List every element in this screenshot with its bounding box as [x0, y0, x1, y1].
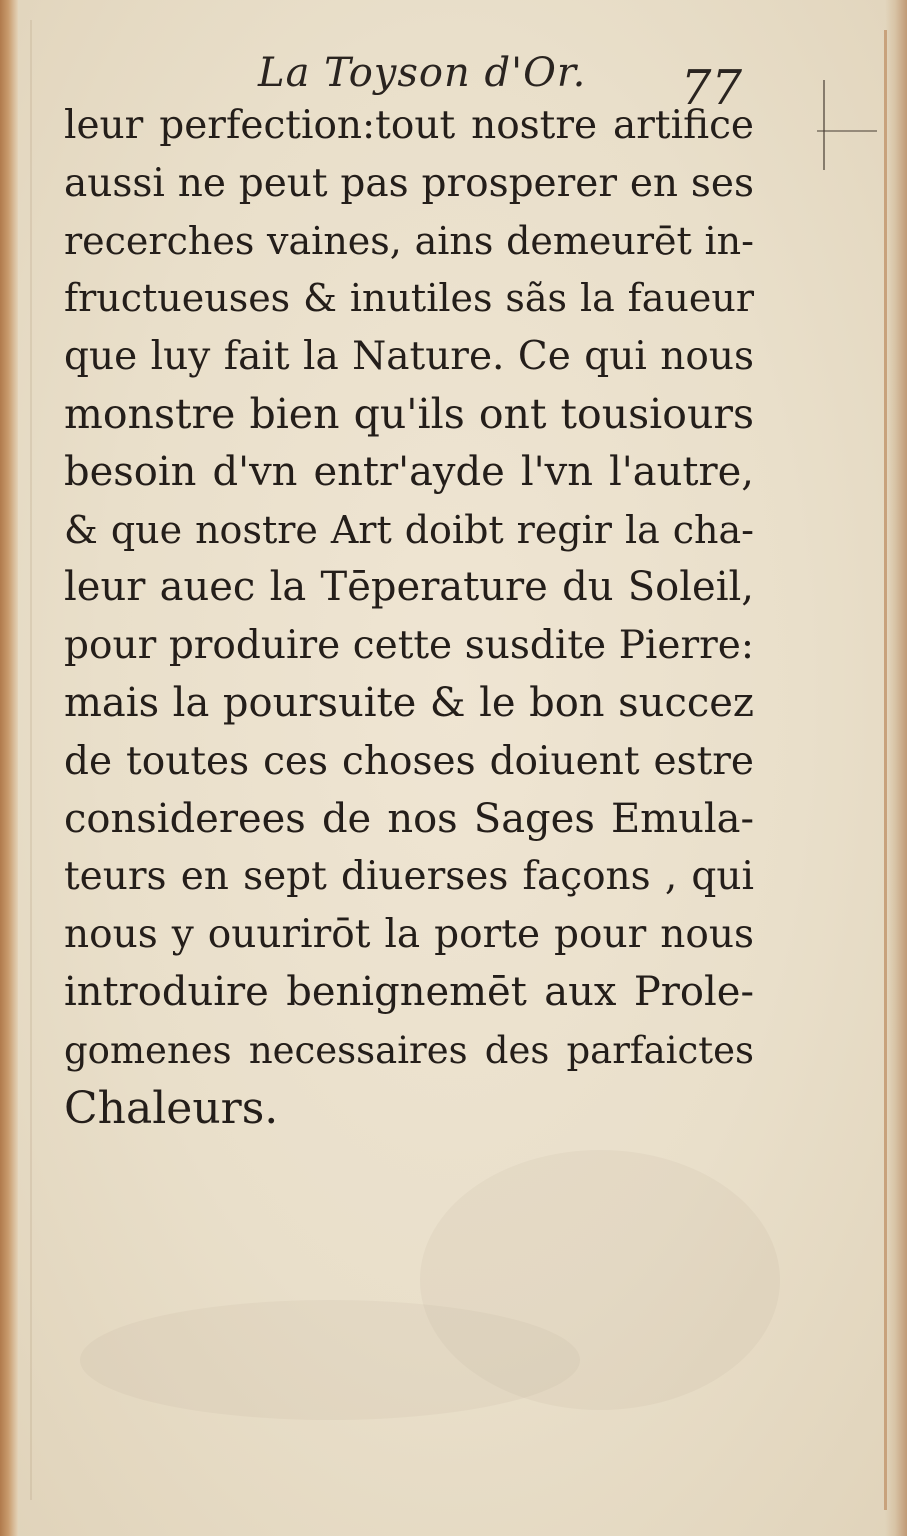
text-line: que luy fait la Nature. Ce qui nous [64, 334, 754, 380]
text-line-last: Chaleurs. [64, 1082, 279, 1134]
margin-pencil-stroke [817, 130, 877, 132]
text-line: nous y ouurirōt la porte pour nous [64, 912, 754, 958]
text-line: leur auec la Tēperature du Soleil, [64, 564, 754, 611]
text-line: mais la poursuite & le bon succez [64, 679, 754, 726]
gutter-shadow [30, 20, 32, 1500]
text-line: teurs en sept diuerses façons , qui [64, 854, 754, 900]
text-line: monstre bien qu'ils ont tousiours [64, 389, 754, 438]
page-outer-edge [885, 0, 907, 1536]
page-edge-line [884, 30, 887, 1510]
text-line: recerches vaines, ains demeurēt in- [64, 218, 754, 263]
running-title: La Toyson d'Or. [258, 50, 587, 96]
text-line: & que nostre Art doibt regir la cha- [64, 507, 754, 552]
text-line: de toutes ces choses doiuent estre [64, 738, 754, 784]
page-binding-edge [0, 0, 18, 1536]
text-line: leur perfection:tout nostre artifice [64, 103, 754, 148]
body-text [64, 97, 754, 1137]
text-line: fructueuses & inutiles sãs la faueur [64, 276, 754, 321]
text-line: pour produire cette susdite Pierre: [64, 623, 754, 669]
text-line: besoin d'vn entr'ayde l'vn l'autre, [64, 448, 754, 495]
text-line: aussi ne peut pas prosperer en ses [64, 160, 754, 206]
text-line: introduire benignemēt aux Prole- [64, 968, 754, 1015]
paper-stain [80, 1300, 580, 1420]
page-number: 77 [680, 60, 742, 116]
text-line: gomenes necessaires des parfaictes [64, 1028, 754, 1072]
text-line: considerees de nos Sages Emula- [64, 795, 754, 842]
margin-pencil-mark [823, 80, 865, 170]
